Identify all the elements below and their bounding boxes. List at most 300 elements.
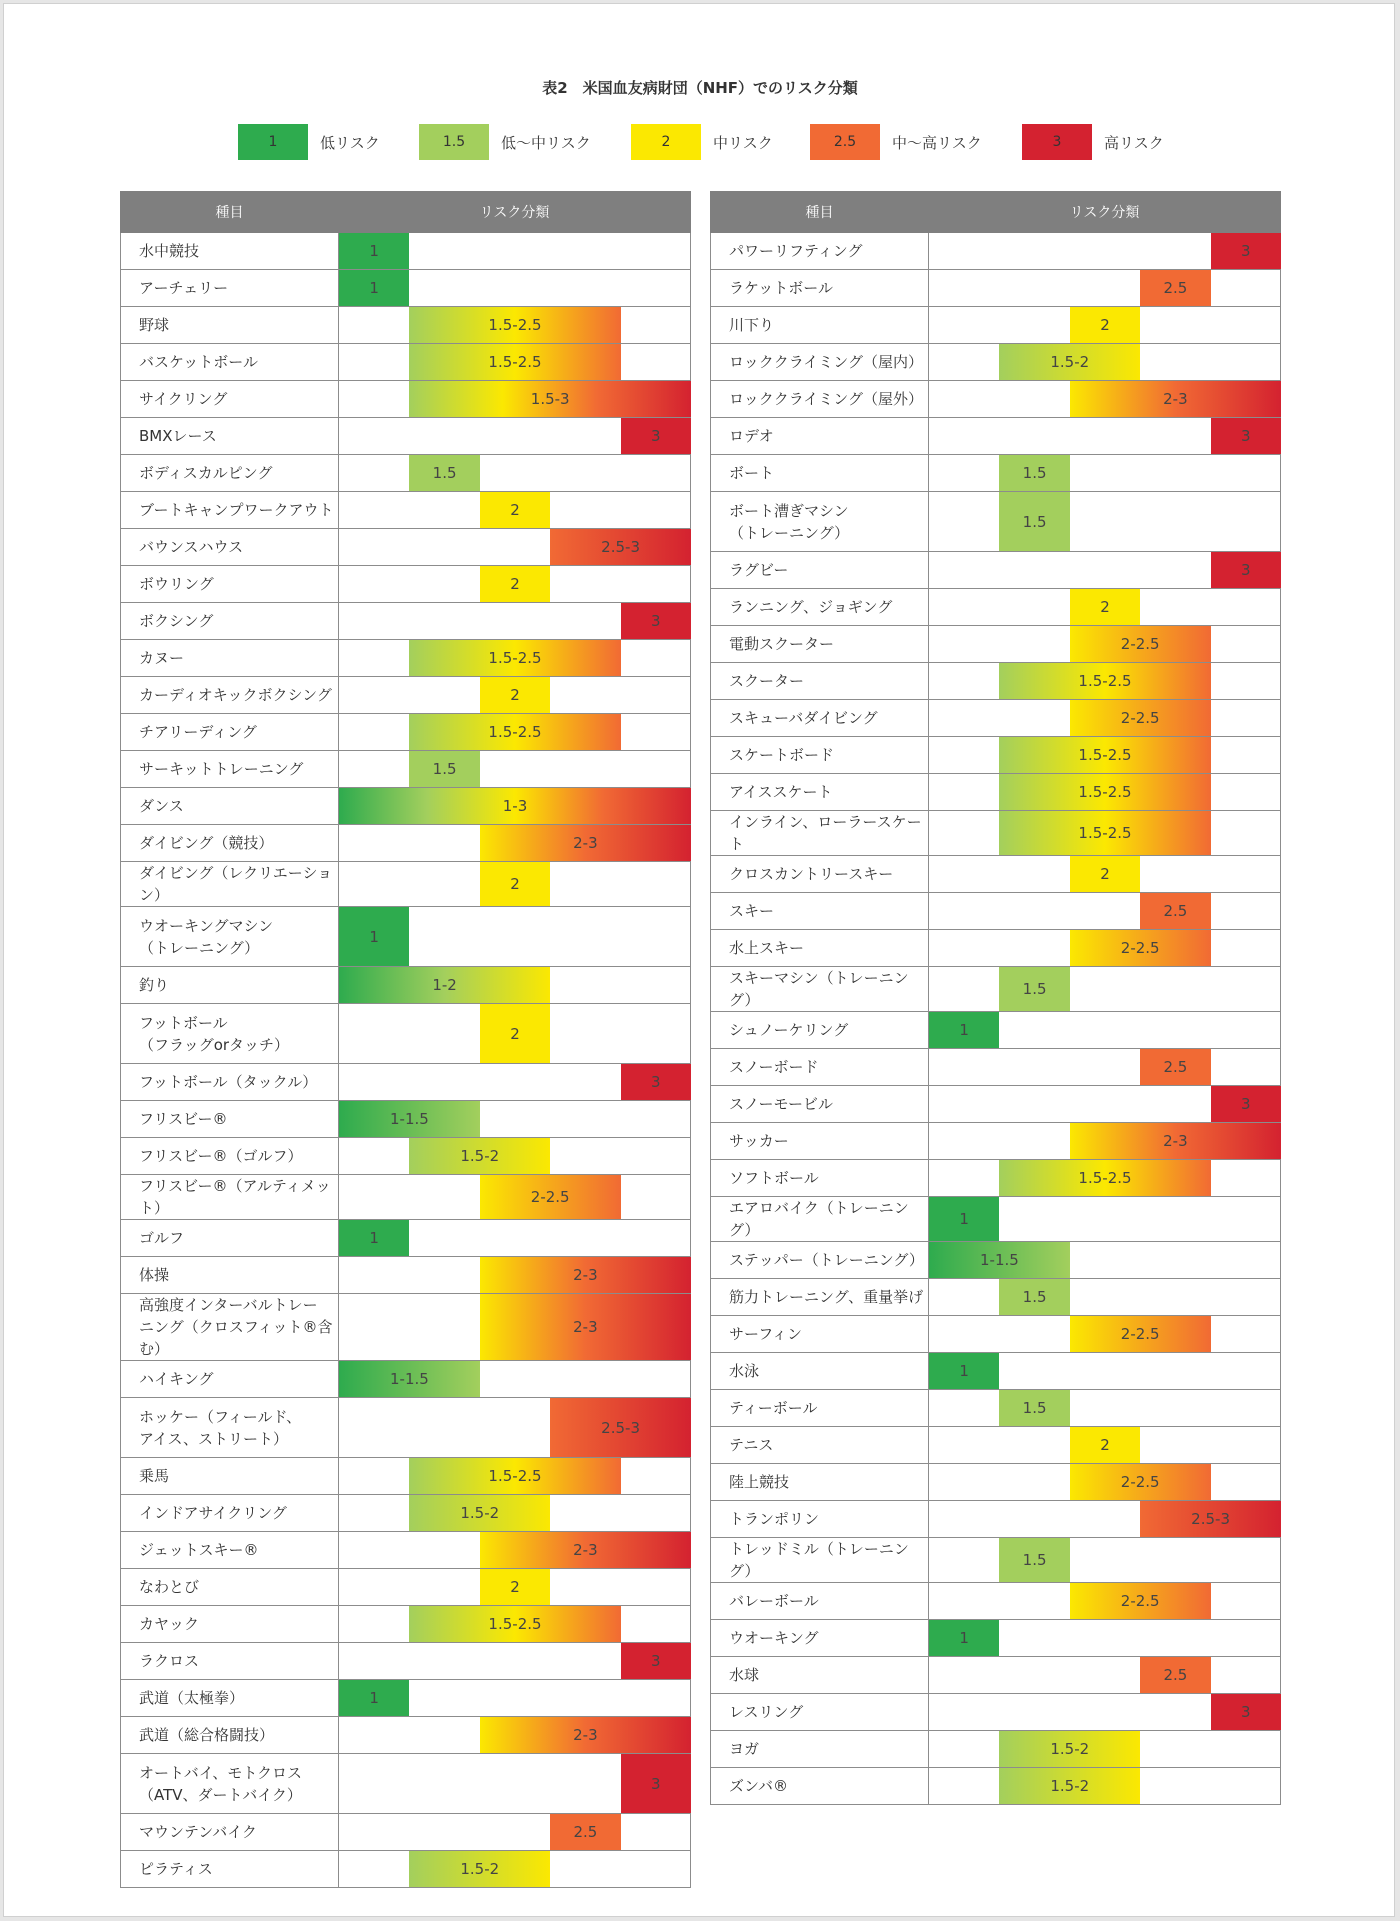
risk-bar: 2 xyxy=(1070,856,1140,892)
table-row xyxy=(121,603,691,640)
risk-bar: 2-3 xyxy=(480,1294,691,1360)
table-row xyxy=(121,381,691,418)
risk-cell xyxy=(339,418,691,455)
table-row xyxy=(121,1495,691,1532)
table-row xyxy=(711,1427,1281,1464)
sport-name: トランポリン xyxy=(711,1501,929,1538)
risk-cell xyxy=(339,1294,691,1361)
sport-name: サッカー xyxy=(711,1123,929,1160)
sport-name: ステッパー（トレーニング） xyxy=(711,1242,929,1279)
risk-bar: 1.5 xyxy=(999,455,1069,491)
risk-cell xyxy=(929,1427,1281,1464)
sport-name: シュノーケリング xyxy=(711,1012,929,1049)
risk-cell xyxy=(339,603,691,640)
table-row xyxy=(711,418,1281,455)
risk-bar: 2.5 xyxy=(1140,1657,1210,1693)
table-row xyxy=(711,1620,1281,1657)
table-row xyxy=(711,1657,1281,1694)
risk-bar: 1-1.5 xyxy=(339,1101,480,1137)
table-row xyxy=(711,1501,1281,1538)
table-row xyxy=(711,1464,1281,1501)
risk-cell xyxy=(929,1012,1281,1049)
sport-name: ラクロス xyxy=(121,1643,339,1680)
table-row xyxy=(121,1606,691,1643)
risk-table-right xyxy=(710,191,1281,1805)
risk-cell xyxy=(339,1814,691,1851)
table-row xyxy=(121,1138,691,1175)
risk-cell xyxy=(929,1197,1281,1242)
risk-cell xyxy=(929,1583,1281,1620)
risk-cell xyxy=(339,1138,691,1175)
risk-bar: 1 xyxy=(929,1353,999,1389)
sport-name: アーチェリー xyxy=(121,270,339,307)
risk-bar: 3 xyxy=(621,1064,691,1100)
risk-bar: 2.5 xyxy=(1140,1049,1210,1085)
table-row xyxy=(711,626,1281,663)
table-row xyxy=(121,1680,691,1717)
table-row xyxy=(711,1353,1281,1390)
risk-cell xyxy=(339,1257,691,1294)
risk-bar: 1 xyxy=(929,1012,999,1048)
table-row xyxy=(711,1316,1281,1353)
legend-item xyxy=(419,124,591,160)
risk-bar: 3 xyxy=(621,418,691,454)
risk-bar: 2.5-3 xyxy=(550,529,691,565)
table-row xyxy=(711,307,1281,344)
sport-name: 釣り xyxy=(121,967,339,1004)
risk-cell xyxy=(929,1731,1281,1768)
risk-cell xyxy=(339,344,691,381)
risk-cell xyxy=(929,1049,1281,1086)
sport-name: カヌー xyxy=(121,640,339,677)
table-row xyxy=(711,455,1281,492)
risk-cell xyxy=(339,967,691,1004)
risk-bar: 1.5-2.5 xyxy=(999,1160,1210,1196)
risk-bar: 2-3 xyxy=(480,1532,691,1568)
risk-bar: 1 xyxy=(339,233,409,269)
table-row xyxy=(711,1197,1281,1242)
risk-cell xyxy=(339,1680,691,1717)
risk-cell xyxy=(929,1279,1281,1316)
table-row xyxy=(711,1160,1281,1197)
sport-name: 水中競技 xyxy=(121,233,339,270)
risk-cell xyxy=(339,270,691,307)
legend-swatch: 3 xyxy=(1022,124,1092,160)
table-row xyxy=(711,381,1281,418)
risk-cell xyxy=(339,1398,691,1458)
sport-name: スキューバダイビング xyxy=(711,700,929,737)
legend-swatch: 2 xyxy=(631,124,701,160)
risk-bar: 2-3 xyxy=(480,825,691,861)
legend-label: 中リスク xyxy=(713,133,773,152)
table-row xyxy=(711,1731,1281,1768)
table-row xyxy=(121,1257,691,1294)
risk-bar: 3 xyxy=(621,603,691,639)
risk-cell xyxy=(339,492,691,529)
risk-cell xyxy=(339,677,691,714)
table-row xyxy=(121,529,691,566)
risk-cell xyxy=(929,1242,1281,1279)
sport-name: フリスビー®（アルティメット） xyxy=(121,1175,339,1220)
risk-bar: 1 xyxy=(929,1197,999,1241)
risk-bar: 2 xyxy=(1070,1427,1140,1463)
table-row xyxy=(121,677,691,714)
risk-bar: 2 xyxy=(480,492,550,528)
table-row xyxy=(121,907,691,967)
sport-name: ロデオ xyxy=(711,418,929,455)
risk-bar: 1 xyxy=(339,907,409,966)
risk-cell xyxy=(929,811,1281,856)
risk-bar: 1.5-2 xyxy=(999,1731,1140,1767)
table-row xyxy=(711,1390,1281,1427)
sport-name: クロスカントリースキー xyxy=(711,856,929,893)
sport-name: 乗馬 xyxy=(121,1458,339,1495)
risk-cell xyxy=(339,529,691,566)
sport-name: パワーリフティング xyxy=(711,233,929,270)
risk-bar: 1 xyxy=(929,1620,999,1656)
sport-name: ダンス xyxy=(121,788,339,825)
risk-bar: 1.5 xyxy=(999,492,1069,551)
risk-bar: 1.5-2.5 xyxy=(999,811,1210,855)
column-header-sport: 種目 xyxy=(121,192,339,233)
risk-bar: 2 xyxy=(480,677,550,713)
risk-cell xyxy=(339,1569,691,1606)
risk-bar: 1.5-2.5 xyxy=(409,1458,620,1494)
table-row xyxy=(711,1242,1281,1279)
table-row xyxy=(711,1694,1281,1731)
table-row xyxy=(711,1768,1281,1805)
sport-name: アイススケート xyxy=(711,774,929,811)
sport-name: ブートキャンプワークアウト xyxy=(121,492,339,529)
sport-name: スクーター xyxy=(711,663,929,700)
sport-name: 筋力トレーニング、重量挙げ xyxy=(711,1279,929,1316)
risk-cell xyxy=(929,589,1281,626)
risk-cell xyxy=(929,492,1281,552)
legend-item xyxy=(810,124,982,160)
risk-bar: 2-2.5 xyxy=(1070,1316,1211,1352)
column-header-risk: リスク分類 xyxy=(339,192,691,233)
sport-name: 川下り xyxy=(711,307,929,344)
sport-name: サーフィン xyxy=(711,1316,929,1353)
risk-bar: 1.5-2.5 xyxy=(999,663,1210,699)
risk-bar: 2-3 xyxy=(1070,1123,1281,1159)
risk-bar: 1.5-2 xyxy=(409,1495,550,1531)
risk-cell xyxy=(929,381,1281,418)
risk-cell xyxy=(929,893,1281,930)
table-row xyxy=(711,663,1281,700)
table-row xyxy=(711,774,1281,811)
table-row xyxy=(711,1583,1281,1620)
sport-name: ロッククライミング（屋内） xyxy=(711,344,929,381)
sport-name: フットボール （フラッグorタッチ） xyxy=(121,1004,339,1064)
risk-bar: 2 xyxy=(1070,307,1140,343)
risk-cell xyxy=(929,1160,1281,1197)
risk-cell xyxy=(339,1495,691,1532)
sport-name: フリスビー® xyxy=(121,1101,339,1138)
table-row xyxy=(121,492,691,529)
risk-cell xyxy=(339,1220,691,1257)
table-row xyxy=(121,967,691,1004)
table-row xyxy=(121,640,691,677)
risk-cell xyxy=(929,307,1281,344)
table-row xyxy=(711,856,1281,893)
sport-name: ダイビング（レクリエーション） xyxy=(121,862,339,907)
risk-cell xyxy=(339,1175,691,1220)
risk-cell xyxy=(929,1538,1281,1583)
table-row xyxy=(121,1398,691,1458)
risk-cell xyxy=(929,1316,1281,1353)
risk-cell xyxy=(929,552,1281,589)
risk-cell xyxy=(929,1620,1281,1657)
risk-cell xyxy=(339,1004,691,1064)
column-header-sport: 種目 xyxy=(711,192,929,233)
risk-bar: 2-3 xyxy=(480,1257,691,1293)
table-row xyxy=(711,737,1281,774)
risk-cell xyxy=(339,233,691,270)
risk-cell xyxy=(929,700,1281,737)
sport-name: ソフトボール xyxy=(711,1160,929,1197)
risk-bar: 3 xyxy=(1211,1086,1281,1122)
risk-cell xyxy=(339,907,691,967)
legend-item xyxy=(238,124,380,160)
legend-item xyxy=(631,124,773,160)
risk-cell xyxy=(339,1532,691,1569)
table-row xyxy=(711,270,1281,307)
risk-bar: 1.5-2 xyxy=(999,344,1140,380)
sport-name: サーキットトレーニング xyxy=(121,751,339,788)
sport-name: ウオーキングマシン （トレーニング） xyxy=(121,907,339,967)
table-row xyxy=(121,862,691,907)
risk-bar: 2.5-3 xyxy=(550,1398,691,1457)
risk-cell xyxy=(339,566,691,603)
risk-bar: 2 xyxy=(480,862,550,906)
sport-name: ホッケー（フィールド、 アイス、ストリート） xyxy=(121,1398,339,1458)
risk-bar: 2.5-3 xyxy=(1140,1501,1281,1537)
sport-name: 武道（総合格闘技） xyxy=(121,1717,339,1754)
table-row xyxy=(121,1361,691,1398)
risk-cell xyxy=(929,856,1281,893)
risk-cell xyxy=(929,1086,1281,1123)
sport-name: ハイキング xyxy=(121,1361,339,1398)
table-row xyxy=(711,1086,1281,1123)
risk-cell xyxy=(339,714,691,751)
risk-bar: 2-2.5 xyxy=(480,1175,621,1219)
risk-cell xyxy=(339,1606,691,1643)
risk-cell xyxy=(339,307,691,344)
risk-bar: 1.5-2.5 xyxy=(409,307,620,343)
sport-name: 陸上競技 xyxy=(711,1464,929,1501)
risk-cell xyxy=(339,1643,691,1680)
sport-name: 高強度インターバルトレー ニング（クロスフィット®含む） xyxy=(121,1294,339,1361)
sport-name: レスリング xyxy=(711,1694,929,1731)
risk-cell xyxy=(929,1353,1281,1390)
table-row xyxy=(121,1717,691,1754)
sport-name: 体操 xyxy=(121,1257,339,1294)
risk-bar: 2-3 xyxy=(1070,381,1281,417)
risk-bar: 3 xyxy=(621,1754,691,1813)
table-row xyxy=(711,1012,1281,1049)
risk-bar: 1-3 xyxy=(339,788,691,824)
table-row xyxy=(121,825,691,862)
risk-cell xyxy=(929,774,1281,811)
risk-bar: 3 xyxy=(1211,552,1281,588)
risk-bar: 1.5 xyxy=(999,1390,1069,1426)
risk-cell xyxy=(339,751,691,788)
risk-cell xyxy=(339,825,691,862)
risk-bar: 3 xyxy=(1211,233,1281,269)
risk-cell xyxy=(339,788,691,825)
risk-bar: 2 xyxy=(480,1569,550,1605)
risk-bar: 1 xyxy=(339,1220,409,1256)
risk-bar: 1 xyxy=(339,270,409,306)
table-row xyxy=(711,1049,1281,1086)
sport-name: テニス xyxy=(711,1427,929,1464)
risk-bar: 1.5-2 xyxy=(409,1138,550,1174)
legend-label: 低〜中リスク xyxy=(501,133,591,152)
risk-cell xyxy=(929,1123,1281,1160)
sport-name: 水上スキー xyxy=(711,930,929,967)
table-row xyxy=(711,967,1281,1012)
sport-name: 水球 xyxy=(711,1657,929,1694)
risk-cell xyxy=(339,1717,691,1754)
risk-cell xyxy=(929,1768,1281,1805)
sport-name: エアロバイク（トレーニング） xyxy=(711,1197,929,1242)
table-row xyxy=(121,455,691,492)
table-row xyxy=(121,1643,691,1680)
risk-cell xyxy=(929,1501,1281,1538)
risk-bar: 3 xyxy=(1211,1694,1281,1730)
sport-name: 野球 xyxy=(121,307,339,344)
sport-name: なわとび xyxy=(121,1569,339,1606)
legend-swatch: 1.5 xyxy=(419,124,489,160)
risk-bar: 1.5 xyxy=(999,967,1069,1011)
table-row xyxy=(121,1175,691,1220)
risk-bar: 2 xyxy=(480,566,550,602)
table-row xyxy=(711,930,1281,967)
table-row xyxy=(711,1538,1281,1583)
sport-name: フリスビー®（ゴルフ） xyxy=(121,1138,339,1175)
sport-name: インライン、ローラースケート xyxy=(711,811,929,856)
risk-cell xyxy=(339,862,691,907)
risk-bar: 2.5 xyxy=(1140,270,1210,306)
risk-cell xyxy=(929,344,1281,381)
sport-name: バウンスハウス xyxy=(121,529,339,566)
risk-bar: 2-3 xyxy=(480,1717,691,1753)
sport-name: トレッドミル（トレーニング） xyxy=(711,1538,929,1583)
table-row xyxy=(121,1064,691,1101)
risk-bar: 1.5-3 xyxy=(409,381,691,417)
risk-bar: 2-2.5 xyxy=(1070,1583,1211,1619)
risk-table-left xyxy=(120,191,691,1888)
risk-cell xyxy=(339,455,691,492)
legend-label: 低リスク xyxy=(320,133,380,152)
risk-bar: 1-2 xyxy=(339,967,550,1003)
sport-name: ボート漕ぎマシン （トレーニング） xyxy=(711,492,929,552)
sport-name: スノーモービル xyxy=(711,1086,929,1123)
risk-cell xyxy=(929,626,1281,663)
table-row xyxy=(711,233,1281,270)
risk-bar: 1-1.5 xyxy=(339,1361,480,1397)
risk-bar: 2 xyxy=(1070,589,1140,625)
risk-cell xyxy=(339,1851,691,1888)
sport-name: ボート xyxy=(711,455,929,492)
table-row xyxy=(711,893,1281,930)
sport-name: ボウリング xyxy=(121,566,339,603)
table-row xyxy=(121,1458,691,1495)
risk-bar: 2-2.5 xyxy=(1070,700,1211,736)
table-row xyxy=(121,344,691,381)
table-row xyxy=(711,1279,1281,1316)
sport-name: スキーマシン（トレーニング） xyxy=(711,967,929,1012)
risk-bar: 3 xyxy=(621,1643,691,1679)
table-row xyxy=(121,1851,691,1888)
risk-cell xyxy=(339,640,691,677)
sport-name: ティーボール xyxy=(711,1390,929,1427)
sport-name: カーディオキックボクシング xyxy=(121,677,339,714)
risk-bar: 1.5 xyxy=(409,751,479,787)
table-row xyxy=(711,344,1281,381)
table-row xyxy=(121,418,691,455)
risk-bar: 1.5-2.5 xyxy=(409,344,620,380)
page-title: 表2 米国血友病財団（NHF）でのリスク分類 xyxy=(542,79,858,97)
table-row xyxy=(121,1814,691,1851)
sport-name: ゴルフ xyxy=(121,1220,339,1257)
risk-bar: 1.5-2 xyxy=(999,1768,1140,1804)
table-row xyxy=(121,1532,691,1569)
risk-bar: 1 xyxy=(339,1680,409,1716)
risk-bar: 1.5-2.5 xyxy=(409,640,620,676)
risk-bar: 2-2.5 xyxy=(1070,626,1211,662)
risk-bar: 1-1.5 xyxy=(929,1242,1070,1278)
sport-name: ボクシング xyxy=(121,603,339,640)
sport-name: ジェットスキー® xyxy=(121,1532,339,1569)
risk-bar: 2.5 xyxy=(1140,893,1210,929)
table-row xyxy=(121,1220,691,1257)
sport-name: ラグビー xyxy=(711,552,929,589)
sport-name: オートバイ、モトクロス （ATV、ダートバイク） xyxy=(121,1754,339,1814)
risk-bar: 1.5 xyxy=(409,455,479,491)
risk-bar: 2 xyxy=(480,1004,550,1063)
table-row xyxy=(711,492,1281,552)
risk-cell xyxy=(339,1754,691,1814)
table-row xyxy=(121,751,691,788)
table-row xyxy=(121,1101,691,1138)
risk-cell xyxy=(929,930,1281,967)
risk-cell xyxy=(929,967,1281,1012)
legend-label: 高リスク xyxy=(1104,133,1164,152)
legend-item xyxy=(1022,124,1164,160)
risk-cell xyxy=(929,1694,1281,1731)
risk-cell xyxy=(339,1361,691,1398)
column-header-risk: リスク分類 xyxy=(929,192,1281,233)
risk-cell xyxy=(929,455,1281,492)
sport-name: BMXレース xyxy=(121,418,339,455)
risk-cell xyxy=(339,1064,691,1101)
sport-name: 電動スクーター xyxy=(711,626,929,663)
sport-name: チアリーディング xyxy=(121,714,339,751)
sport-name: 水泳 xyxy=(711,1353,929,1390)
risk-cell xyxy=(339,1458,691,1495)
sport-name: ピラティス xyxy=(121,1851,339,1888)
risk-cell xyxy=(929,1657,1281,1694)
sport-name: サイクリング xyxy=(121,381,339,418)
risk-bar: 1.5 xyxy=(999,1279,1069,1315)
risk-bar: 2.5 xyxy=(550,1814,620,1850)
table-row xyxy=(711,811,1281,856)
table-row xyxy=(711,700,1281,737)
sport-name: スノーボード xyxy=(711,1049,929,1086)
sport-name: ダイビング（競技） xyxy=(121,825,339,862)
